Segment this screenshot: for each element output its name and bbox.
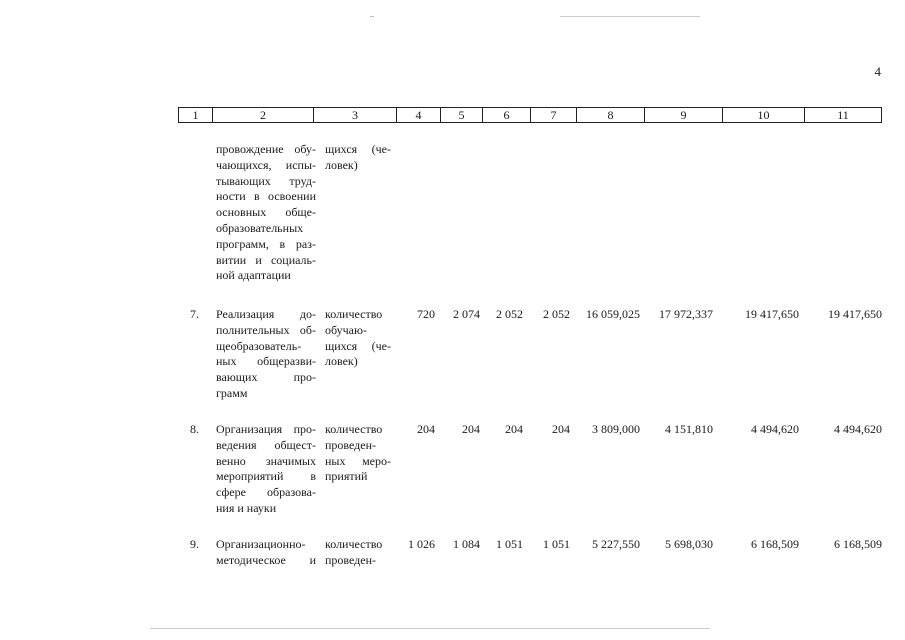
text-line: вающих про- bbox=[216, 370, 316, 385]
value-col5: 204 bbox=[462, 422, 480, 436]
text-line: проведен- bbox=[325, 552, 377, 567]
row-number: 7. bbox=[190, 307, 199, 321]
text-line: Организационно- bbox=[216, 537, 306, 551]
continuation-unit-cell bbox=[325, 142, 391, 174]
text-line: витии и социаль- bbox=[216, 252, 316, 267]
header-cell: 4 bbox=[397, 108, 441, 122]
value-col7: 1 051 bbox=[543, 537, 570, 551]
header-cell: 7 bbox=[531, 108, 577, 122]
value-col8: 5 227,550 bbox=[592, 537, 640, 551]
header-cell: 6 bbox=[483, 108, 531, 122]
row-unit-cell bbox=[325, 422, 391, 485]
text-line: грамм bbox=[216, 385, 248, 400]
value-col8: 16 059,025 bbox=[586, 307, 640, 321]
text-line: проведен- bbox=[325, 437, 377, 452]
value-col5: 1 084 bbox=[453, 537, 480, 551]
row-number: 9. bbox=[190, 537, 199, 551]
header-cell: 10 bbox=[723, 108, 805, 122]
text-line: Организация про- bbox=[216, 422, 316, 436]
value-col4: 204 bbox=[417, 422, 435, 436]
header-cell: 2 bbox=[213, 108, 314, 122]
text-line: образовательных bbox=[216, 220, 304, 235]
text-line: щихся (че- bbox=[325, 142, 391, 156]
value-col6: 1 051 bbox=[496, 537, 523, 551]
header-cell: 9 bbox=[645, 108, 723, 122]
row-unit-cell bbox=[325, 307, 391, 370]
value-col7: 2 052 bbox=[543, 307, 570, 321]
header-cell: 11 bbox=[837, 108, 849, 122]
text-line: щихся (че- bbox=[325, 338, 391, 353]
text-line: чающихся, испы- bbox=[216, 157, 316, 172]
value-col6: 204 bbox=[505, 422, 523, 436]
value-col5: 2 074 bbox=[453, 307, 480, 321]
row-unit-cell bbox=[325, 537, 391, 569]
text-line: венно значимых bbox=[216, 453, 316, 468]
value-col10: 19 417,650 bbox=[745, 307, 799, 321]
value-col9: 5 698,030 bbox=[665, 537, 713, 551]
row-number: 8. bbox=[190, 422, 199, 436]
page-number: 4 bbox=[874, 64, 881, 79]
scan-artifact bbox=[150, 628, 710, 629]
value-col11: 19 417,650 bbox=[828, 307, 882, 321]
value-col9: 17 972,337 bbox=[659, 307, 713, 321]
text-line: обучаю- bbox=[325, 322, 367, 337]
text-line: мероприятий в bbox=[216, 469, 316, 484]
text-line: сфере образова- bbox=[216, 485, 316, 500]
text-line: Реализация до- bbox=[216, 307, 316, 321]
text-line: щеобразователь- bbox=[216, 338, 302, 353]
value-col11: 6 168,509 bbox=[834, 537, 882, 551]
text-line: ных общеразви- bbox=[216, 354, 316, 369]
scan-artifact bbox=[370, 16, 374, 17]
header-cell: 8 bbox=[577, 108, 645, 122]
value-col4: 720 bbox=[417, 307, 435, 321]
value-col6: 2 052 bbox=[496, 307, 523, 321]
text-line: количество bbox=[325, 422, 383, 436]
value-col10: 6 168,509 bbox=[751, 537, 799, 551]
scan-artifact bbox=[560, 16, 700, 17]
text-line: тывающих труд- bbox=[216, 173, 316, 188]
text-line: количество bbox=[325, 537, 383, 551]
text-line: количество bbox=[325, 307, 383, 321]
text-line: ловек) bbox=[325, 157, 358, 172]
value-col8: 3 809,000 bbox=[592, 422, 640, 436]
text-line: программ, в раз- bbox=[216, 236, 316, 251]
text-line: провождение обу- bbox=[216, 142, 316, 156]
value-col11: 4 494,620 bbox=[834, 422, 882, 436]
text-line: ной адаптации bbox=[216, 268, 291, 283]
text-line: приятий bbox=[325, 469, 368, 484]
value-col4: 1 026 bbox=[408, 537, 435, 551]
header-cell: 5 bbox=[441, 108, 483, 122]
value-col7: 204 bbox=[552, 422, 570, 436]
row-name-cell bbox=[216, 537, 316, 569]
continuation-name-cell bbox=[216, 142, 316, 284]
text-line: ных меро- bbox=[325, 453, 391, 468]
value-col10: 4 494,620 bbox=[751, 422, 799, 436]
value-col9: 4 151,810 bbox=[665, 422, 713, 436]
text-line: ния и науки bbox=[216, 500, 277, 515]
header-cell: 3 bbox=[314, 108, 397, 122]
table-header-row bbox=[178, 107, 882, 123]
header-cell: 1 bbox=[179, 108, 213, 122]
text-line: полнительных об- bbox=[216, 322, 316, 337]
row-name-cell bbox=[216, 307, 316, 402]
text-line: основных обще- bbox=[216, 205, 316, 220]
text-line: ведения общест- bbox=[216, 437, 316, 452]
row-name-cell bbox=[216, 422, 316, 517]
text-line: ловек) bbox=[325, 354, 358, 369]
text-line: методическое и bbox=[216, 552, 316, 567]
text-line: ности в освоении bbox=[216, 189, 316, 204]
